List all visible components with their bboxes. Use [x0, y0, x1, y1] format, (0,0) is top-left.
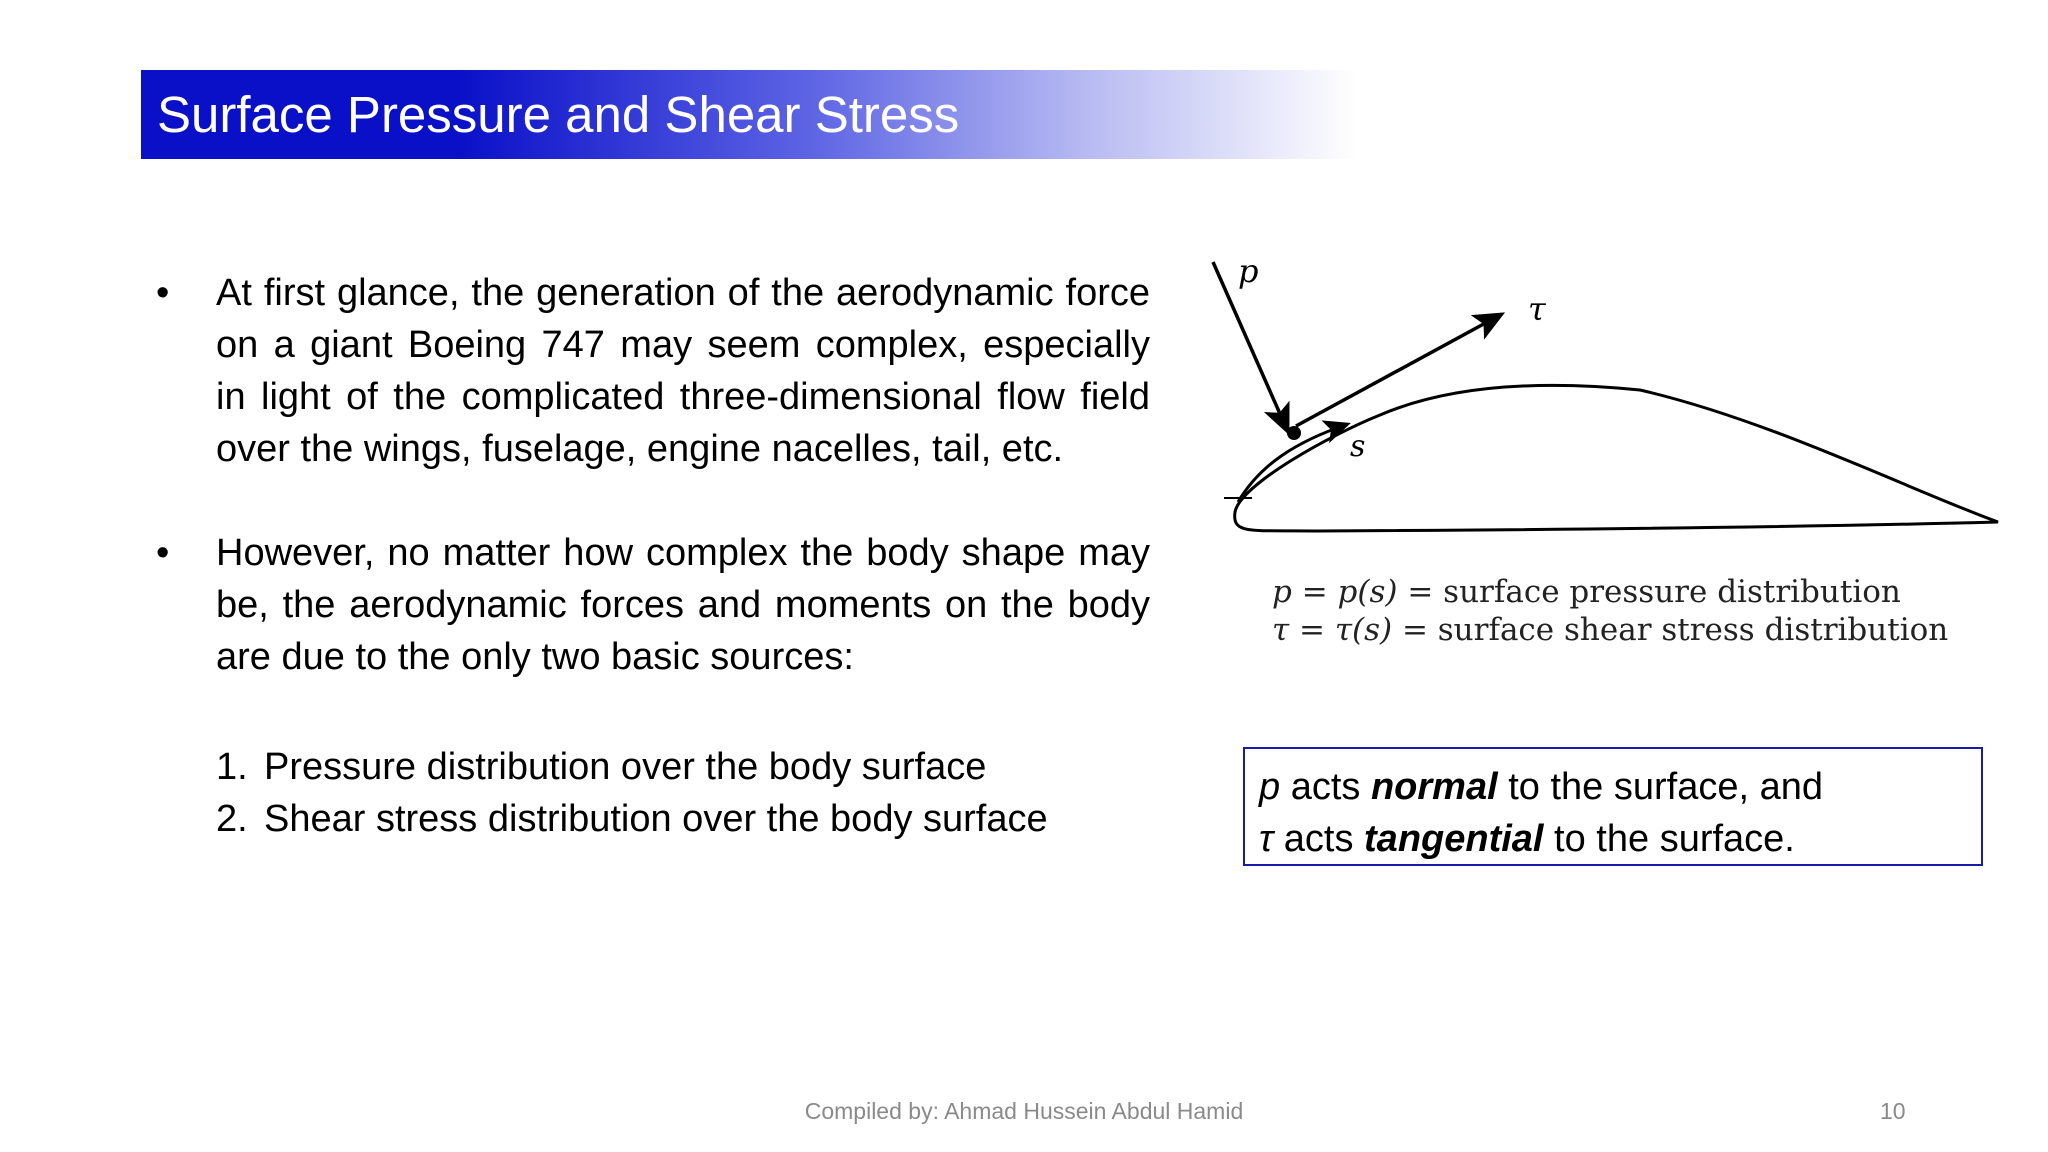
surface-point	[1287, 426, 1301, 440]
bullet-text: However, no matter how complex the body shape may be, the aerodynamic forces and moments on the body are due to the only two basic sources:	[216, 532, 1150, 678]
item-number: 2.	[216, 798, 248, 840]
callout-text: acts	[1273, 818, 1365, 860]
callout-box	[1243, 747, 1983, 866]
callout-symbol: τ	[1259, 818, 1274, 860]
numbered-item	[216, 741, 1150, 793]
page-number: 10	[1880, 1098, 1906, 1124]
label-tau: τ	[1528, 290, 1546, 328]
bullet-dot: •	[156, 272, 170, 314]
bullet-item	[150, 527, 1150, 683]
legend-row	[1272, 573, 1948, 611]
callout-text: acts	[1280, 766, 1371, 808]
label-s: s	[1350, 429, 1366, 464]
legend-symbol: p	[1272, 574, 1292, 610]
item-text: Shear stress distribution over the body surface	[264, 798, 1048, 840]
legend-row	[1272, 611, 1948, 649]
legend-function: p(s)	[1337, 574, 1398, 610]
callout-emphasis: tangential	[1364, 818, 1544, 860]
callout-text: to the surface, and	[1497, 766, 1823, 808]
item-number: 1.	[216, 746, 248, 788]
numbered-item	[216, 793, 1150, 845]
legend-symbol: τ	[1272, 612, 1290, 648]
callout-text: to the surface.	[1543, 818, 1795, 860]
title-bar	[141, 70, 1357, 159]
item-text: Pressure distribution over the body surface	[264, 746, 987, 788]
callout-line	[1259, 813, 1967, 865]
bullet-text: At first glance, the generation of the aerodynamic force on a giant Boeing 747 may seem complex, especially in light of the complicated three-dimensional flow field over the wings, fuselage, engine nacelles, tail, etc.	[216, 272, 1150, 470]
legend-equals: =	[1291, 574, 1338, 610]
bullet-list	[150, 267, 1150, 845]
legend-function: τ(s)	[1334, 612, 1393, 648]
legend-description: = surface shear stress distribution	[1392, 612, 1949, 648]
footer-credit: Compiled by: Ahmad Hussein Abdul Hamid	[804, 1098, 1244, 1124]
figure-legend	[1272, 573, 1948, 649]
bullet-item	[150, 267, 1150, 475]
label-p: p	[1238, 252, 1259, 290]
callout-symbol: p	[1259, 766, 1281, 808]
legend-description: = surface pressure distribution	[1397, 574, 1901, 610]
numbered-list	[150, 741, 1150, 845]
legend-equals: =	[1289, 612, 1335, 648]
callout-emphasis: normal	[1370, 766, 1498, 808]
bullet-dot: •	[156, 532, 170, 574]
slide-title: Surface Pressure and Shear Stress	[157, 86, 960, 143]
callout-line	[1259, 761, 1967, 813]
